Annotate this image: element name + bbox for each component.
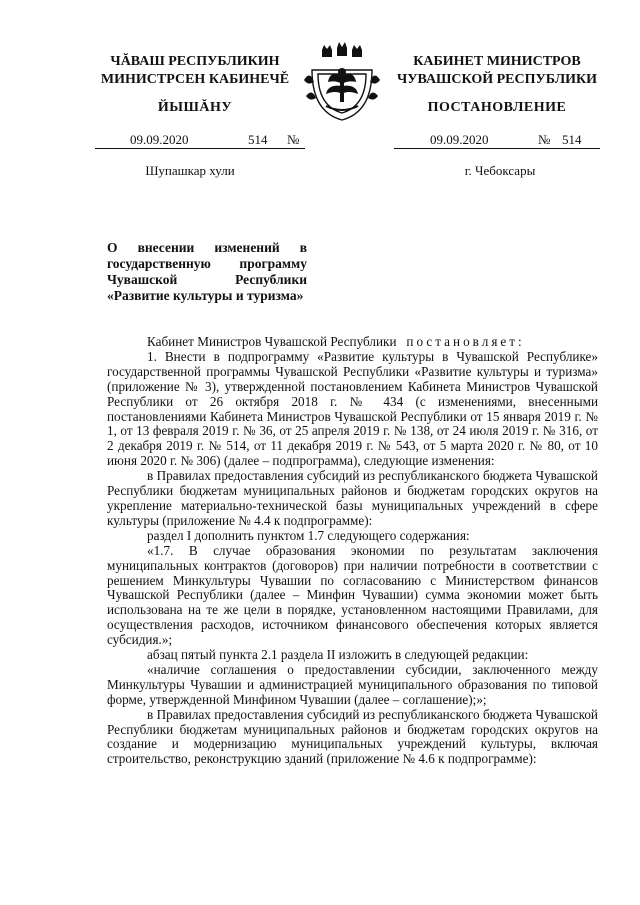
body-paragraph: в Правилах предоставления субсидий из республиканского бюджета Чувашской Республики бюджетам муниципальных районов и бюджетам городских округов на укрепление материально-технической базы муниципальных учреждений в сфере культуры (приложение № 4.4 к подпрограмме):: [107, 468, 598, 528]
intro-plain: Кабинет Министров Чувашской Республики: [147, 334, 397, 349]
header-left-line1: ЧĂВАШ РЕСПУБЛИКИН: [110, 54, 280, 69]
header-right-line1: КАБИНЕТ МИНИСТРОВ: [413, 54, 581, 69]
left-city: Шупашкар хули: [145, 163, 235, 178]
header-left-authority: [95, 53, 295, 89]
document-body: [107, 335, 598, 767]
header-right-authority: [392, 53, 602, 89]
intro-decree-word: постановляет:: [406, 334, 525, 349]
header-right-doc-type: ПОСТАНОВЛЕНИЕ: [427, 100, 567, 115]
chuvash-coat-of-arms-icon: [300, 40, 384, 124]
body-paragraph: «наличие соглашения о предоставлении субсидии, заключенного между Минкультуры Чувашии и администрацией муниципального образования по типовой форме, утвержденной Минфином Чувашии (далее – соглашение);»;: [107, 661, 598, 707]
document-title: О внесении изменений в государственную программу Чувашской Республики «Развитие культуры и туризма»: [107, 240, 307, 303]
body-paragraph: абзац пятый пункта 2.1 раздела II изложить в следующей редакции:: [147, 647, 529, 663]
body-paragraph: в Правилах предоставления субсидий из республиканского бюджета Чувашской Республики бюджетам муниципальных районов и бюджетам городских округов на создание и модернизацию муниципальных учреждений культуры, включая строительство, реконструкцию зданий (приложение № 4.6 к подпрограмме):: [107, 706, 598, 767]
right-date: 09.09.2020: [430, 132, 489, 147]
body-paragraph: «1.7. В случае образования экономии по результатам заключения муниципальных контрактов (договоров) при наличии потребности в соответствии с решением Минкультуры Чувашии по согласованию с Министерством финансов Чувашской Республики (далее – Минфин Чувашии) сумма экономии может быть использована на те же цели в порядке, установленном настоящими Правилами, для осуществления расходов, источником финансового обеспечения которых является субсидия.»;: [107, 542, 598, 648]
left-date-underline: [95, 148, 305, 149]
body-paragraph: 1. Внести в подпрограмму «Развитие культуры в Чувашской Республике» государственной программы Чувашской Республики «Развитие культуры и туризма» (приложение № 3), утвержденной постановлением Кабинета Министров Чувашской Республики от 26 октября 2018 г. № 434 (с изменениями, внесенными постановлениями Кабинета Министров Чувашской Республики от 15 января 2019 г. № 1, от 13 февраля 2019 г. № 36, от 25 апреля 2019 г. № 138, от 24 июля 2019 г. № 316, от 2 декабря 2019 г. № 514, от 11 декабря 2019 г. № 543, от 5 марта 2020 г. № 80, от 10 июня 2020 г. № 306) (далее – подпрограмма), следующие изменения:: [107, 348, 598, 469]
left-date: 09.09.2020: [130, 132, 189, 147]
header-left-doc-type: ЙЫШĂНУ: [157, 100, 233, 115]
left-number: 514: [248, 132, 268, 147]
right-date-underline: [394, 148, 600, 149]
right-number-sign: №: [538, 132, 551, 147]
intro-paragraph: [107, 335, 598, 350]
header-right-line2: ЧУВАШСКОЙ РЕСПУБЛИКИ: [396, 72, 598, 87]
header-left-line2: МИНИСТРСЕН КАБИНЕЧĚ: [100, 72, 290, 87]
left-number-sign: №: [287, 132, 300, 147]
right-number: 514: [562, 132, 582, 147]
right-city: г. Чебоксары: [464, 163, 536, 178]
body-paragraph: раздел I дополнить пунктом 1.7 следующего содержания:: [147, 527, 470, 543]
